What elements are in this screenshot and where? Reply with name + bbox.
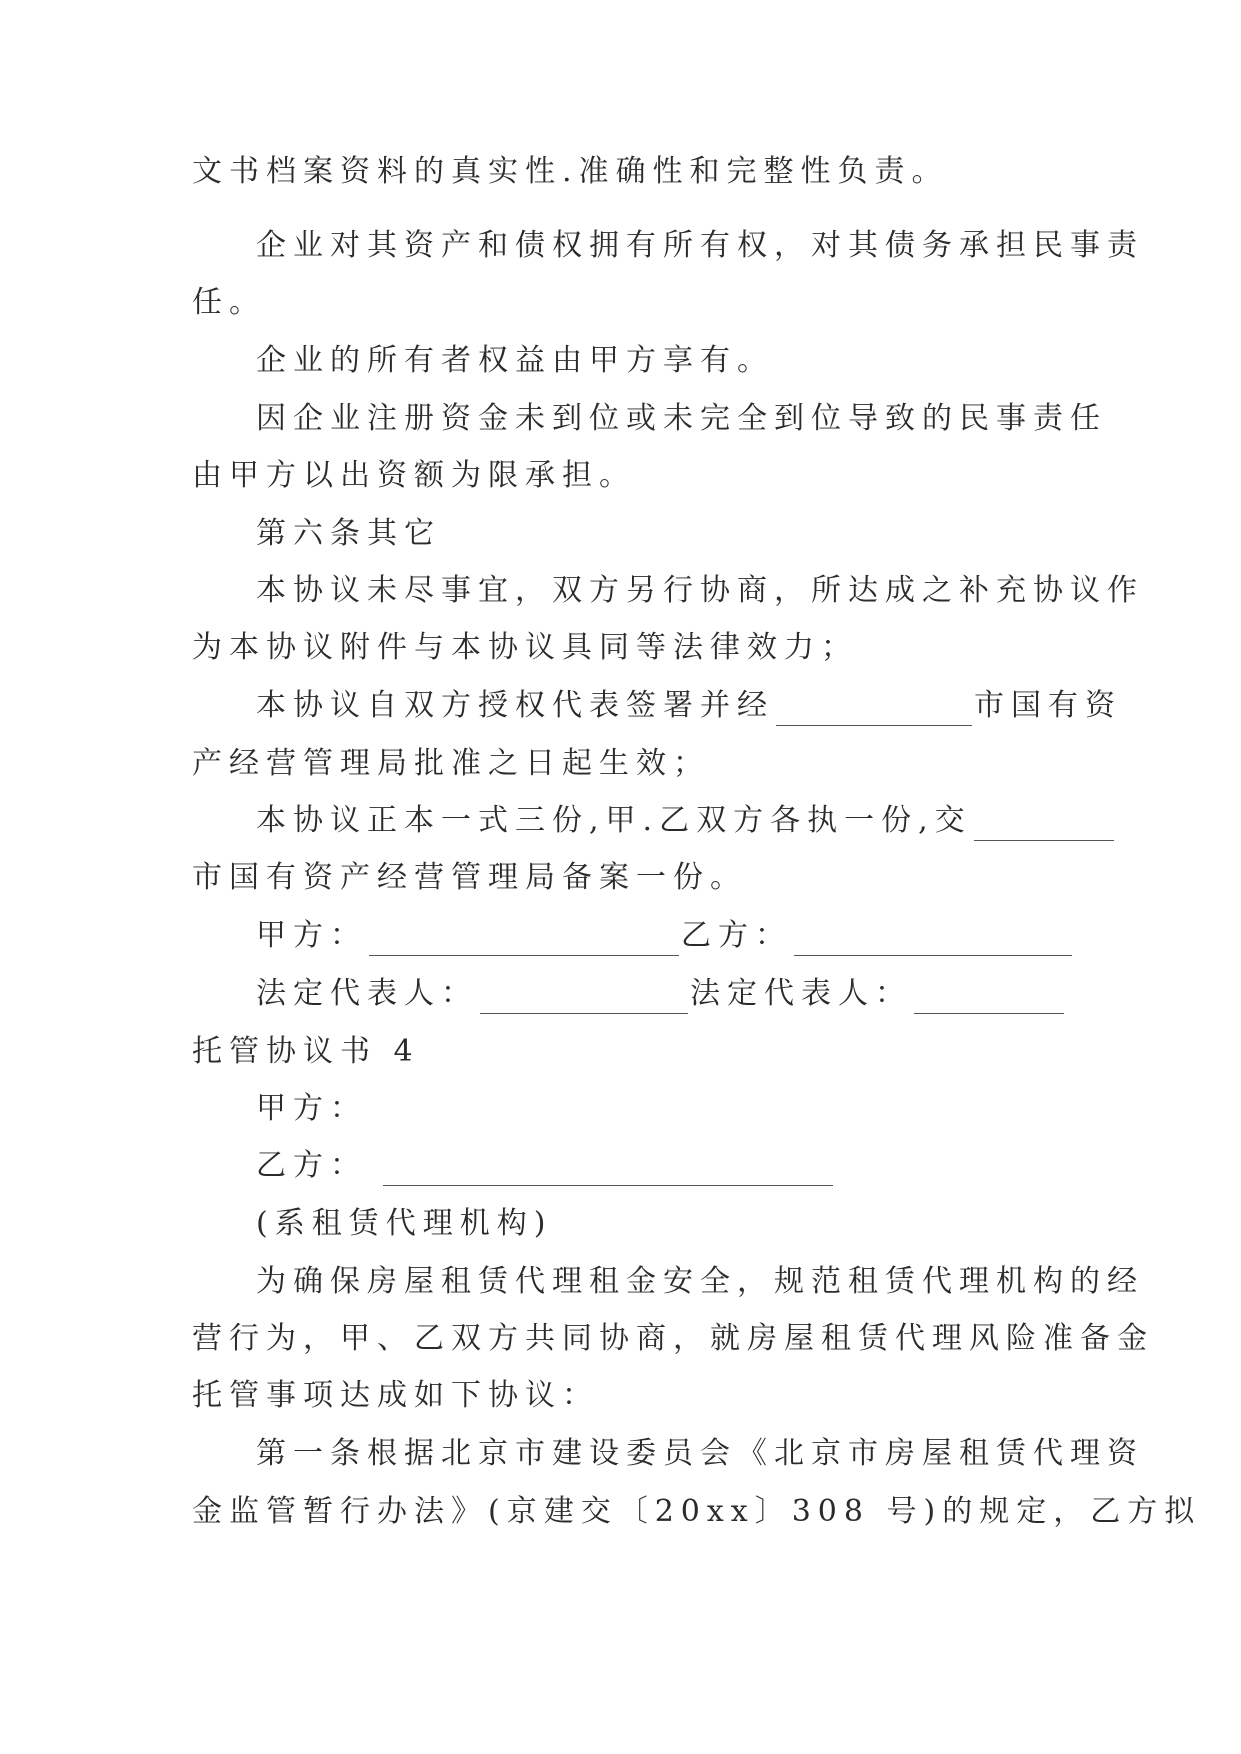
text-line: 企业对其资产和债权拥有所有权，对其债务承担民事责	[256, 228, 1144, 263]
text-line: (系租赁代理机构)	[256, 1206, 553, 1241]
legal-rep-label: 法定代表人：	[690, 976, 912, 1011]
legal-representative-line	[256, 974, 1066, 1014]
signature-line-party-a	[256, 916, 1074, 956]
text-line: 市国有资产经营管理局备案一份。	[192, 860, 747, 895]
fill-in-blank	[776, 697, 972, 726]
text-line: 因企业注册资金未到位或未完全到位导致的民事责任	[256, 401, 1107, 436]
document-title: 托管协议书 4	[192, 1034, 420, 1069]
fill-in-blank	[383, 1157, 833, 1186]
text-line: 为确保房屋租赁代理租金安全，规范租赁代理机构的经	[256, 1264, 1144, 1299]
text-segment: 本协议正本一式三份,甲.乙双方各执一份,交	[256, 803, 972, 838]
text-line: 企业的所有者权益由甲方享有。	[256, 343, 774, 378]
party-b-label: 乙方：	[256, 1148, 367, 1183]
fill-in-blank	[974, 812, 1114, 841]
text-line: 本协议未尽事宜，双方另行协商，所达成之补充协议作	[256, 573, 1144, 608]
section-heading: 第六条其它	[256, 516, 441, 551]
text-line: 由甲方以出资额为限承担。	[192, 458, 636, 493]
legal-rep-label: 法定代表人：	[256, 976, 478, 1011]
text-line: 金监管暂行办法》(京建交〔20xx〕308 号)的规定，乙方拟	[192, 1494, 1202, 1529]
text-line: 托管事项达成如下协议：	[192, 1378, 599, 1413]
text-line: 营行为，甲、乙双方共同协商，就房屋租赁代理风险准备金	[192, 1321, 1154, 1356]
text-segment: 市国有资	[974, 688, 1122, 723]
text-line: 产经营管理局批准之日起生效；	[192, 746, 710, 781]
party-a-label: 甲方：	[256, 918, 367, 953]
text-line: 为本协议附件与本协议具同等法律效力；	[192, 630, 858, 665]
text-segment: 本协议自双方授权代表签署并经	[256, 688, 774, 723]
text-line-with-blank	[256, 801, 1116, 841]
party-b-label: 乙方：	[681, 918, 792, 953]
fill-in-blank	[914, 985, 1064, 1014]
text-line-with-blank	[256, 686, 1122, 726]
text-line: 文书档案资料的真实性.准确性和完整性负责。	[192, 154, 949, 189]
party-a-line: 甲方：	[256, 1091, 367, 1126]
text-line: 任。	[192, 285, 266, 320]
party-b-line	[256, 1146, 835, 1186]
fill-in-blank	[480, 985, 688, 1014]
fill-in-blank	[369, 927, 679, 956]
fill-in-blank	[794, 927, 1072, 956]
text-line: 第一条根据北京市建设委员会《北京市房屋租赁代理资	[256, 1436, 1144, 1471]
